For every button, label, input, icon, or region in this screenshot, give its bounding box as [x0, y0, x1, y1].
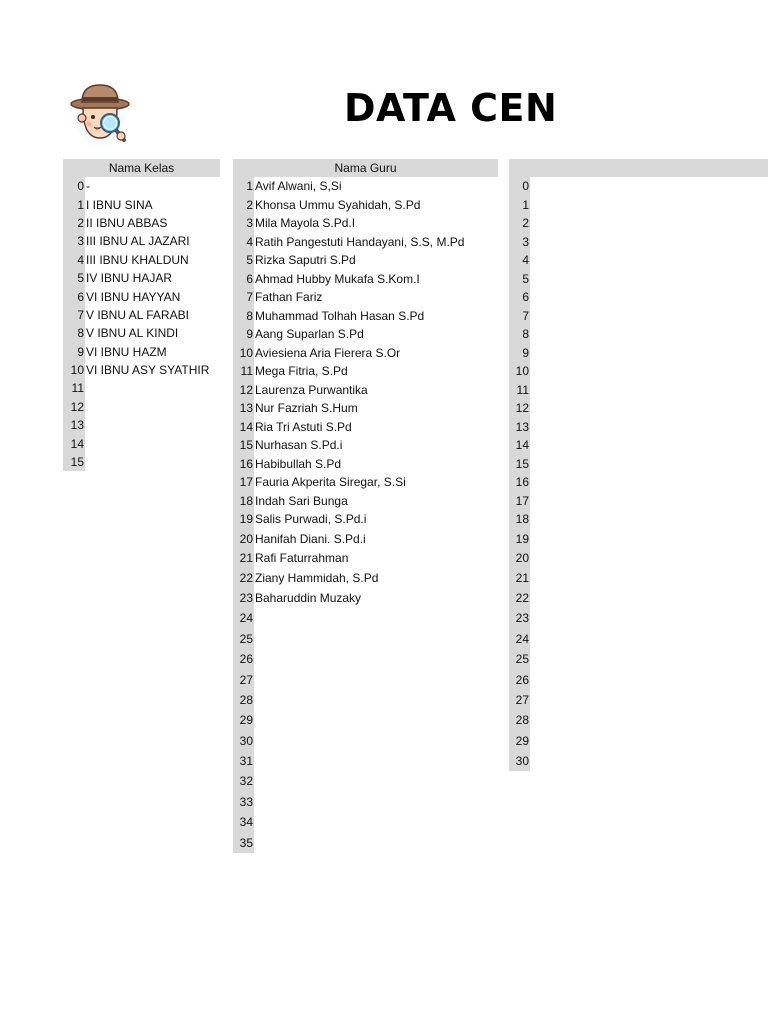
row-number: 0 — [63, 177, 85, 195]
table-row — [509, 436, 768, 455]
data-cell[interactable] — [530, 690, 768, 710]
table-row — [509, 233, 768, 252]
table-row — [63, 177, 220, 195]
data-cell[interactable] — [530, 307, 768, 326]
class-name-cell[interactable]: VI IBNU HAZM — [86, 344, 167, 359]
row-number: 24 — [233, 608, 254, 628]
row-number: 3 — [509, 233, 530, 252]
data-cell[interactable] — [530, 288, 768, 307]
data-cell[interactable] — [530, 196, 768, 215]
row-number: 28 — [509, 710, 530, 730]
table-row — [233, 492, 498, 511]
teacher-name-cell[interactable]: Salis Purwadi, S.Pd.i — [255, 512, 367, 527]
class-name-cell[interactable] — [85, 416, 220, 434]
table-row — [509, 492, 768, 511]
column-header — [509, 159, 768, 177]
table-row — [509, 731, 768, 751]
table-row — [509, 418, 768, 437]
row-number: 14 — [509, 436, 530, 455]
data-cell[interactable] — [530, 608, 768, 628]
table-row — [509, 399, 768, 418]
row-number: 19 — [509, 529, 530, 549]
data-cell[interactable] — [530, 214, 768, 233]
data-cell[interactable] — [530, 399, 768, 418]
row-number: 27 — [233, 669, 254, 689]
table-row — [509, 325, 768, 344]
row-number: 30 — [233, 731, 254, 751]
page-title: DATA CEN — [344, 86, 558, 130]
class-name-cell[interactable]: - — [86, 179, 90, 194]
row-number: 26 — [509, 669, 530, 689]
teacher-name-cell[interactable] — [254, 771, 498, 791]
row-number: 10 — [233, 344, 254, 363]
row-number: 2 — [509, 214, 530, 233]
table-row — [233, 629, 498, 649]
table-row — [233, 473, 498, 492]
class-name-cell[interactable]: VI IBNU ASY SYATHIR — [86, 363, 210, 378]
table-row — [509, 690, 768, 710]
row-number: 9 — [509, 344, 530, 363]
teacher-name-cell[interactable]: Ratih Pangestuti Handayani, S.S, M.Pd — [255, 234, 465, 249]
table-row — [509, 608, 768, 628]
table-row — [233, 690, 498, 710]
class-name-cell[interactable]: III IBNU KHALDUN — [86, 252, 189, 267]
table-row — [509, 362, 768, 381]
table-row — [233, 177, 498, 196]
teacher-name-cell[interactable] — [254, 629, 498, 649]
row-number: 21 — [233, 549, 254, 568]
table-row — [233, 233, 498, 252]
row-number: 17 — [233, 473, 254, 492]
table-row — [509, 669, 768, 689]
row-number: 33 — [233, 792, 254, 812]
teacher-name-cell[interactable] — [254, 731, 498, 751]
row-number: 16 — [509, 473, 530, 492]
table-row — [233, 731, 498, 751]
table-row — [233, 792, 498, 812]
table-row — [233, 710, 498, 730]
table-header-row — [233, 159, 498, 177]
table-row — [63, 269, 220, 287]
row-number: 11 — [233, 362, 254, 381]
data-cell[interactable] — [530, 510, 768, 529]
table-row — [509, 270, 768, 289]
table-row — [509, 567, 768, 587]
table-row — [63, 214, 220, 232]
table-row — [233, 344, 498, 363]
row-number: 21 — [509, 567, 530, 587]
class-name-cell[interactable] — [85, 398, 220, 416]
row-number: 8 — [63, 324, 85, 342]
table-row — [233, 418, 498, 437]
table-row — [233, 529, 498, 549]
class-name-cell[interactable]: II IBNU ABBAS — [86, 215, 168, 230]
row-number: 1 — [63, 195, 85, 213]
data-cell[interactable] — [530, 418, 768, 437]
data-cell[interactable] — [530, 251, 768, 270]
teacher-name-cell[interactable] — [254, 812, 498, 832]
data-cell[interactable] — [530, 492, 768, 511]
row-number: 3 — [63, 232, 85, 250]
row-number: 12 — [63, 398, 85, 416]
data-cell[interactable] — [530, 362, 768, 381]
row-number: 34 — [233, 812, 254, 832]
data-cell[interactable] — [530, 270, 768, 289]
table-row — [233, 751, 498, 771]
class-name-cell[interactable]: VI IBNU HAYYAN — [86, 289, 181, 304]
teacher-name-cell[interactable] — [254, 690, 498, 710]
row-number: 11 — [509, 381, 530, 400]
table-row — [63, 306, 220, 324]
table-row — [63, 287, 220, 305]
row-number: 13 — [509, 418, 530, 437]
row-number: 28 — [233, 690, 254, 710]
row-number: 24 — [509, 629, 530, 649]
row-number: 4 — [509, 251, 530, 270]
table-row — [233, 251, 498, 270]
data-cell[interactable] — [530, 629, 768, 649]
data-cell[interactable] — [530, 344, 768, 363]
row-number: 20 — [233, 529, 254, 549]
teacher-name-cell[interactable]: Nurhasan S.Pd.i — [255, 438, 343, 453]
row-number: 2 — [233, 196, 254, 215]
row-number: 7 — [233, 288, 254, 307]
data-cell[interactable] — [530, 588, 768, 608]
row-number: 22 — [509, 588, 530, 608]
table-row — [509, 588, 768, 608]
row-number: 16 — [233, 455, 254, 474]
table-row — [509, 177, 768, 196]
row-number: 7 — [509, 307, 530, 326]
table-row — [233, 362, 498, 381]
teacher-name-cell[interactable] — [254, 710, 498, 730]
teacher-name-cell[interactable] — [254, 751, 498, 771]
table-row — [233, 669, 498, 689]
row-number: 6 — [63, 287, 85, 305]
teacher-name-cell[interactable] — [254, 649, 498, 669]
row-number: 2 — [63, 214, 85, 232]
table-row — [233, 288, 498, 307]
class-name-cell[interactable]: IV IBNU HAJAR — [86, 271, 173, 286]
table-row — [233, 436, 498, 455]
teacher-name-cell[interactable]: Ria Tri Astuti S.Pd — [255, 419, 352, 434]
row-number: 20 — [509, 549, 530, 568]
teacher-name-cell[interactable]: Ahmad Hubby Mukafa S.Kom.I — [255, 271, 420, 286]
class-name-cell[interactable] — [85, 453, 220, 471]
row-number: 5 — [233, 251, 254, 270]
teacher-name-cell[interactable]: Baharuddin Muzaky — [255, 590, 362, 605]
table-row — [509, 214, 768, 233]
table-row — [63, 416, 220, 434]
class-name-cell[interactable]: V IBNU AL KINDI — [86, 326, 179, 341]
row-number: 18 — [233, 492, 254, 511]
row-number: 26 — [233, 649, 254, 669]
data-cell[interactable] — [530, 436, 768, 455]
data-cell[interactable] — [530, 731, 768, 751]
third-data-table — [509, 159, 768, 771]
teacher-name-cell[interactable]: Aviesiena Aria Fierera S.Or — [255, 345, 401, 360]
row-number: 22 — [233, 567, 254, 587]
data-cell[interactable] — [530, 233, 768, 252]
row-number: 15 — [233, 436, 254, 455]
table-row — [233, 608, 498, 628]
table-row — [509, 510, 768, 529]
table-row — [509, 455, 768, 474]
row-number: 9 — [63, 343, 85, 361]
row-number: 11 — [63, 379, 85, 397]
table-row — [233, 399, 498, 418]
data-cell[interactable] — [530, 669, 768, 689]
row-number: 1 — [233, 177, 254, 196]
class-name-cell[interactable] — [85, 434, 220, 452]
teacher-name-cell[interactable]: Indah Sari Bunga — [255, 493, 348, 508]
table-row — [509, 344, 768, 363]
row-number: 8 — [233, 307, 254, 326]
row-number: 9 — [233, 325, 254, 344]
table-row — [509, 549, 768, 568]
row-number: 32 — [233, 771, 254, 791]
table-row — [233, 771, 498, 791]
table-row — [233, 307, 498, 326]
data-cell[interactable] — [530, 381, 768, 400]
data-cell[interactable] — [530, 567, 768, 587]
data-cell[interactable] — [530, 473, 768, 492]
teacher-name-cell[interactable]: Rizka Saputri S.Pd — [255, 253, 356, 268]
teacher-name-cell[interactable]: Mila Mayola S.Pd.I — [255, 216, 356, 231]
teacher-name-cell[interactable]: Fathan Fariz — [255, 290, 323, 305]
table-row — [233, 214, 498, 233]
teacher-name-cell[interactable] — [254, 669, 498, 689]
row-number: 15 — [63, 453, 85, 471]
table-row — [233, 549, 498, 568]
teacher-name-cell[interactable]: Ziany Hammidah, S.Pd — [255, 570, 379, 585]
table-row — [233, 270, 498, 289]
table-row — [233, 455, 498, 474]
table-row — [509, 307, 768, 326]
row-number: 18 — [509, 510, 530, 529]
teacher-name-cell[interactable]: Aang Suparlan S.Pd — [255, 327, 364, 342]
detective-magnifier-icon — [66, 80, 134, 154]
row-number: 13 — [233, 399, 254, 418]
table-row — [509, 381, 768, 400]
teacher-name-cell[interactable]: Muhammad Tolhah Hasan S.Pd — [255, 308, 425, 323]
table-row — [509, 251, 768, 270]
row-number: 25 — [509, 649, 530, 669]
data-cell[interactable] — [530, 710, 768, 730]
row-number: 23 — [233, 588, 254, 608]
teacher-name-table — [233, 159, 498, 853]
data-cell[interactable] — [530, 455, 768, 474]
table-row — [233, 510, 498, 529]
table-row — [63, 398, 220, 416]
row-number: 19 — [233, 510, 254, 529]
row-number: 31 — [233, 751, 254, 771]
data-cell[interactable] — [530, 751, 768, 771]
table-row — [509, 529, 768, 549]
teacher-name-cell[interactable]: Nur Fazriah S.Hum — [255, 401, 358, 416]
teacher-name-cell[interactable] — [254, 792, 498, 812]
row-number: 27 — [509, 690, 530, 710]
row-number: 25 — [233, 629, 254, 649]
row-number: 7 — [63, 306, 85, 324]
table-row — [63, 343, 220, 361]
table-row — [509, 473, 768, 492]
row-number: 29 — [233, 710, 254, 730]
data-cell[interactable] — [530, 325, 768, 344]
data-cell[interactable] — [530, 529, 768, 549]
row-number: 3 — [233, 214, 254, 233]
row-number: 12 — [233, 381, 254, 400]
class-name-table — [63, 159, 220, 471]
teacher-name-cell[interactable]: Mega Fitria, S.Pd — [255, 364, 348, 379]
table-row — [509, 649, 768, 669]
row-number: 17 — [509, 492, 530, 511]
row-number: 10 — [63, 361, 85, 379]
table-row — [233, 325, 498, 344]
table-row — [233, 832, 498, 852]
row-number: 6 — [509, 288, 530, 307]
table-row — [63, 251, 220, 269]
table-row — [63, 195, 220, 213]
table-row — [63, 434, 220, 452]
row-number: 13 — [63, 416, 85, 434]
column-header: Nama Guru — [233, 159, 498, 177]
row-number: 5 — [509, 270, 530, 289]
table-header-row — [509, 159, 768, 177]
table-row — [233, 196, 498, 215]
table-row — [509, 288, 768, 307]
class-name-cell[interactable] — [85, 379, 220, 397]
row-number: 23 — [509, 608, 530, 628]
table-row — [233, 649, 498, 669]
class-name-cell[interactable]: V IBNU AL FARABI — [86, 307, 189, 322]
row-number: 29 — [509, 731, 530, 751]
row-number: 0 — [509, 177, 530, 196]
column-header: Nama Kelas — [63, 159, 220, 177]
teacher-name-cell[interactable] — [254, 608, 498, 628]
table-row — [509, 629, 768, 649]
row-number: 4 — [63, 251, 85, 269]
table-row — [233, 381, 498, 400]
table-row — [233, 812, 498, 832]
teacher-name-cell[interactable]: Hanifah Diani. S.Pd.i — [255, 531, 366, 546]
teacher-name-cell[interactable]: Khonsa Ummu Syahidah, S.Pd — [255, 197, 421, 212]
teacher-name-cell[interactable]: Rafi Faturrahman — [255, 551, 349, 566]
data-cell[interactable] — [530, 177, 768, 196]
row-number: 6 — [233, 270, 254, 289]
teacher-name-cell[interactable]: Laurenza Purwantika — [255, 382, 368, 397]
teacher-name-cell[interactable]: Habibullah S.Pd — [255, 456, 342, 471]
row-number: 5 — [63, 269, 85, 287]
row-number: 14 — [233, 418, 254, 437]
table-row — [233, 567, 498, 587]
row-number: 35 — [233, 832, 254, 852]
table-row — [63, 379, 220, 397]
class-name-cell[interactable]: III IBNU AL JAZARI — [86, 234, 190, 249]
row-number: 10 — [509, 362, 530, 381]
table-row — [63, 453, 220, 471]
row-number: 1 — [509, 196, 530, 215]
class-name-cell[interactable]: I IBNU SINA — [86, 197, 153, 212]
table-row — [63, 361, 220, 379]
teacher-name-cell[interactable] — [254, 832, 498, 852]
table-header-row — [63, 159, 220, 177]
teacher-name-cell[interactable]: Avif Alwani, S,Si — [255, 179, 342, 194]
table-row — [233, 588, 498, 608]
teacher-name-cell[interactable]: Fauria Akperita Siregar, S.Si — [255, 475, 406, 490]
table-row — [509, 751, 768, 771]
row-number: 30 — [509, 751, 530, 771]
table-row — [509, 710, 768, 730]
table-row — [63, 232, 220, 250]
row-number: 15 — [509, 455, 530, 474]
row-number: 12 — [509, 399, 530, 418]
table-row — [63, 324, 220, 342]
data-cell[interactable] — [530, 549, 768, 568]
row-number: 14 — [63, 434, 85, 452]
row-number: 8 — [509, 325, 530, 344]
table-row — [509, 196, 768, 215]
row-number: 4 — [233, 233, 254, 252]
data-cell[interactable] — [530, 649, 768, 669]
